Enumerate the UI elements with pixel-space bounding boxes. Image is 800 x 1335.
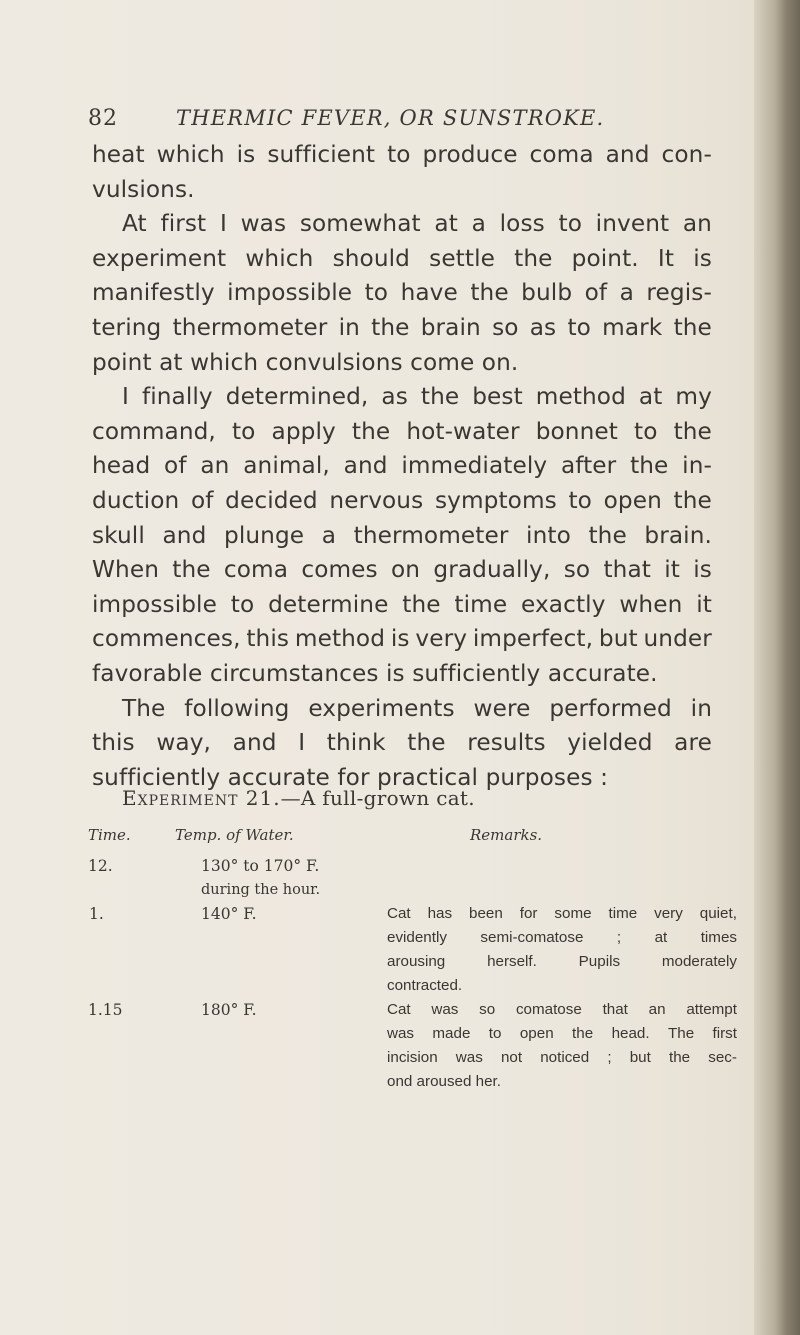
text-line: manifestly impossible to have the bulb of a regis-	[92, 279, 712, 307]
remarks-line: ond aroused her.	[387, 1073, 501, 1090]
text-line: vulsions.	[92, 175, 195, 203]
remarks-line: evidently semi-comatose ; at times	[387, 929, 737, 946]
table-row-temp: 180° F.	[201, 1001, 257, 1019]
text-line: The following experiments were performed in	[122, 694, 712, 722]
body-text	[92, 138, 712, 795]
running-head: THERMIC FEVER, OR SUNSTROKE.	[176, 106, 605, 130]
text-line: sufficiently accurate for practical purposes :	[92, 763, 609, 791]
remarks-line: Cat has been for some time very quiet,	[387, 905, 737, 922]
page-number: 82	[88, 106, 118, 131]
text-line: commences, this method is very imperfect, but under	[92, 625, 712, 653]
table-row-time: 1.	[89, 905, 104, 923]
text-line: skull and plunge a thermometer into the brain.	[92, 521, 712, 549]
table-row-temp	[201, 854, 320, 902]
column-header-remarks: Remarks.	[470, 826, 543, 844]
table-row-time: 1.15	[88, 1001, 123, 1019]
column-header-time: Time.	[88, 826, 131, 844]
table-row-temp: 140° F.	[201, 905, 257, 923]
experiment-subject: —A full-grown cat.	[280, 786, 475, 810]
text-line: experiment which should settle the point. It is	[92, 244, 712, 272]
remarks-line: was made to open the head. The first	[387, 1025, 737, 1042]
experiment-heading	[122, 786, 475, 810]
text-line: duction of decided nervous symptoms to open the	[92, 486, 712, 514]
book-edge	[754, 0, 800, 1335]
page-header	[88, 106, 708, 136]
text-line: command, to apply the hot-water bonnet to the	[92, 417, 712, 445]
remarks-line: contracted.	[387, 977, 463, 994]
text-line: heat which is sufficient to produce coma and con-	[92, 141, 712, 168]
text-line: favorable circumstances is sufficiently accurate.	[92, 659, 658, 687]
table-row-time: 12.	[88, 857, 113, 875]
text-line: I finally determined, as the best method at my	[122, 383, 712, 411]
remarks-line: Cat was so comatose that an attempt	[387, 1001, 737, 1018]
remarks-line: incision was not noticed ; but the sec-	[387, 1049, 737, 1066]
text-line: tering thermometer in the brain so as to mark the	[92, 313, 712, 341]
column-header-temp: Temp. of Water.	[175, 826, 294, 844]
experiment-label: Experiment 21.	[122, 786, 281, 810]
table-row-remarks	[387, 902, 737, 998]
temp-line: 130° to 170° F.	[201, 857, 320, 875]
temp-line: during the hour.	[201, 882, 321, 898]
text-line: this way, and I think the results yielded are	[92, 729, 712, 757]
text-line: point at which convulsions come on.	[92, 348, 519, 376]
text-line: head of an animal, and immediately after the in-	[92, 452, 712, 480]
text-line: When the coma comes on gradually, so that it is	[92, 556, 712, 584]
table-row-remarks	[387, 998, 737, 1094]
text-line: At first I was somewhat at a loss to invent an	[122, 210, 712, 238]
remarks-line: arousing herself. Pupils moderately	[387, 953, 737, 970]
text-line: impossible to determine the time exactly when it	[92, 590, 712, 618]
